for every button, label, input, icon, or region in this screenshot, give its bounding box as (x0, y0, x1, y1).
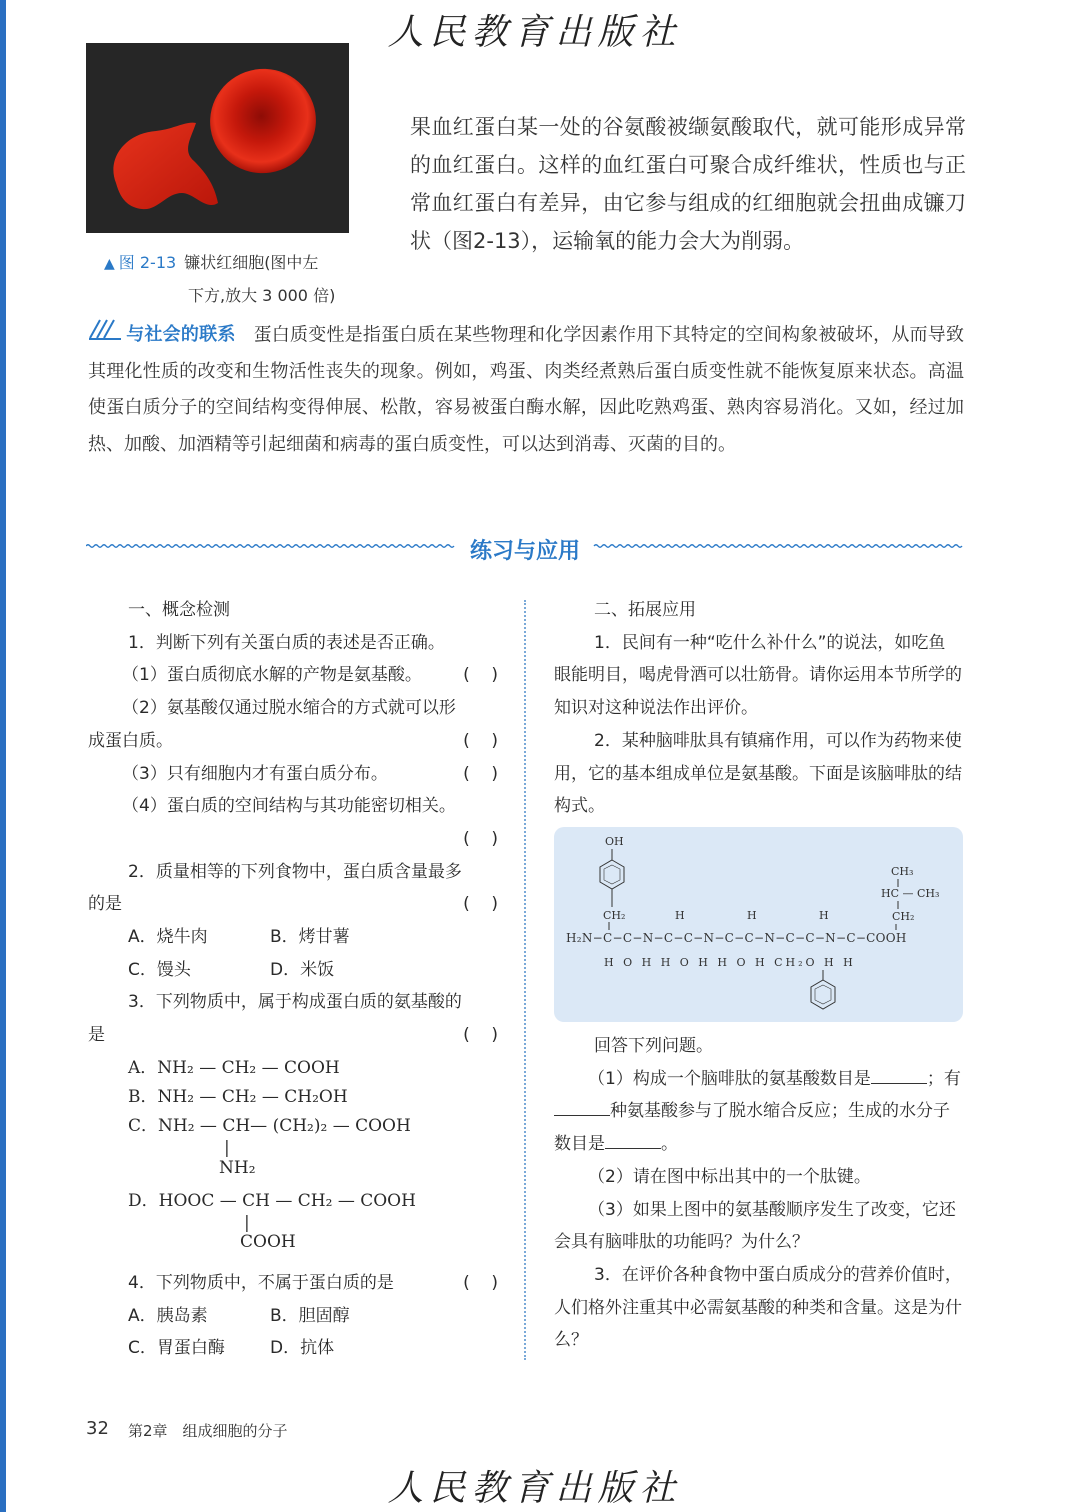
q2-stem-line1: 2．质量相等的下列食物中，蛋白质含量最多 (128, 861, 462, 882)
enkephalin-structure (554, 827, 963, 1022)
ch2-label: CH₂ (892, 910, 915, 923)
h-label: H (675, 909, 685, 922)
part1-text-b: ；有 (926, 1068, 961, 1089)
blank-field[interactable] (871, 1065, 927, 1084)
part3: （3）如果上图中的氨基酸顺序发生了改变，它还会具有脑啡肽的功能吗？为什么？ (554, 1199, 956, 1253)
figure-caption (104, 247, 354, 312)
r-q3: 3．在评价各种食物中蛋白质成分的营养价值时，人们格外注重其中必需氨基酸的种类和含量。这是为什么？ (554, 1264, 962, 1351)
answer-bracket[interactable]: ( ) (463, 665, 498, 686)
publisher-watermark-top: 人民教育出版社 (387, 12, 682, 53)
blank-field[interactable] (554, 1097, 610, 1116)
answer-bracket[interactable]: ( ) (463, 1272, 498, 1293)
q3-stem-line2: 是 (88, 1025, 105, 1046)
publisher-watermark-bottom: 人民教育出版社 (387, 1468, 682, 1509)
left-heading: 一、概念检测 (128, 600, 230, 620)
q2-option-c[interactable]: C．馒头 (128, 959, 191, 980)
answer-questions (554, 1030, 962, 1357)
answer-bracket[interactable]: ( ) (463, 763, 498, 784)
society-tag: 与社会的联系 (126, 324, 236, 346)
bond-line: | (224, 1137, 230, 1158)
figure-caption-line1: 镰状红细胞(图中左 (184, 253, 319, 272)
q4-option-a[interactable]: A．胰岛素 (128, 1305, 208, 1326)
q3-option-c-sub: NH₂ (219, 1157, 256, 1178)
q1-item2-line1: （2）氨基酸仅通过脱水缩合的方式就可以形 (122, 698, 456, 719)
q3-option-b[interactable]: B．NH₂ — CH₂ — CH₂OH (128, 1086, 348, 1107)
hc-ch3-label: HC — CH₃ (881, 887, 940, 900)
society-connection-box (88, 317, 964, 463)
q4-option-c[interactable]: C．胃蛋白酶 (128, 1338, 225, 1359)
society-text: 蛋白质变性是指蛋白质在某些物理和化学因素作用下其特定的空间构象被破坏，从而导致其理化性质的改变和生物活性丧失的现象。例如，鸡蛋、肉类经煮熟后蛋白质变性就不能恢复原来状态。高温使蛋白质分子的空间结构变得伸展、松散，容易被蛋白酶水解，因此吃熟鸡蛋、熟肉容易消化。又如，经过加热、加酸、加酒精等引起细菌和病毒的蛋白质变性，可以达到消毒、灭菌的目的。 (88, 324, 965, 455)
part1-text-d: 。 (661, 1134, 678, 1155)
triangle-icon: ▲ (104, 256, 115, 272)
figure-number: 图 2-13 (118, 253, 177, 272)
part1-text-a: （1）构成一个脑啡肽的氨基酸数目是 (588, 1068, 871, 1089)
bond-line: | (244, 1212, 250, 1233)
r-q2: 2．某种脑啡肽具有镇痛作用，可以作为药物来使用，它的基本组成单位是氨基酸。下面是该脑啡肽的结构式。 (554, 730, 962, 817)
section-title: 练习与应用 (469, 539, 580, 564)
column-divider (524, 600, 526, 1360)
answer-bracket[interactable]: ( ) (463, 894, 498, 915)
page-edge-bar (0, 0, 6, 1512)
q2-option-a[interactable]: A．烧牛肉 (128, 927, 208, 948)
q2-stem-line2: 的是 (88, 894, 122, 915)
q3-option-d[interactable]: D．HOOC — CH — CH₂ — COOH (128, 1190, 416, 1211)
q3-option-a[interactable]: A．NH₂ — CH₂ — COOH (128, 1057, 340, 1078)
q4-stem: 4．下列物质中，不属于蛋白质的是 (128, 1272, 394, 1293)
ch3-label: CH₃ (891, 865, 914, 878)
section-header (86, 532, 964, 568)
answer-intro: 回答下列问题。 (594, 1036, 713, 1056)
blank-field[interactable] (605, 1130, 661, 1149)
answer-bracket[interactable]: ( ) (463, 1025, 498, 1046)
hatch-icon (88, 317, 122, 354)
oh-label: OH (605, 835, 624, 848)
bottom-row: H O H H O H H O H CH₂O H H (604, 956, 856, 969)
q2-option-d[interactable]: D．米饭 (270, 959, 335, 980)
answer-bracket[interactable]: ( ) (463, 730, 498, 751)
chapter-title: 第2章 组成细胞的分子 (128, 1422, 288, 1440)
q1-item4: （4）蛋白质的空间结构与其功能密切相关。 (122, 796, 456, 817)
figure-caption-line2: 下方,放大 3 000 倍) (188, 286, 336, 305)
main-chain: H₂N−C−C−N−C−C−N−C−C−N−C−C−N−C−COOH (566, 931, 907, 945)
h-label: H (819, 909, 829, 922)
q1-stem: 1．判断下列有关蛋白质的表述是否正确。 (128, 632, 445, 653)
q4-option-d[interactable]: D．抗体 (270, 1338, 335, 1359)
concept-check-column (88, 594, 498, 1365)
r-q1: 1．民间有一种“吃什么补什么”的说法，如吃鱼眼能明目，喝虎骨酒可以壮筋骨。请你运用本节所学的知识对这种说法作出评价。 (554, 632, 962, 719)
sickle-cell-photo (86, 43, 349, 233)
part1 (554, 1063, 962, 1161)
ch2-label: CH₂ (603, 909, 626, 922)
answer-bracket[interactable]: ( ) (463, 828, 498, 849)
q3-stem-line1: 3．下列物质中，属于构成蛋白质的氨基酸的 (128, 992, 462, 1013)
h-label: H (747, 909, 757, 922)
q1-item2-line2: 成蛋白质。 (88, 730, 173, 751)
q1-item3: （3）只有细胞内才有蛋白质分布。 (122, 763, 388, 784)
part2: （2）请在图中标出其中的一个肽键。 (588, 1166, 871, 1187)
q3-option-c[interactable]: C．NH₂ — CH— (CH₂)₂ — COOH (128, 1115, 411, 1136)
q4-option-b[interactable]: B．胆固醇 (270, 1305, 350, 1326)
page-number: 32 (86, 1418, 109, 1439)
q2-option-b[interactable]: B．烤甘薯 (270, 927, 350, 948)
extension-column (554, 594, 962, 823)
q1-item1: （1）蛋白质彻底水解的产物是氨基酸。 (122, 665, 422, 686)
right-heading: 二、拓展应用 (594, 600, 696, 620)
part1-text-c: 种氨基酸参与了脱水缩合反应；生成的水分子数目是 (554, 1101, 950, 1155)
intro-paragraph: 果血红蛋白某一处的谷氨酸被缬氨酸取代，就可能形成异常的血红蛋白。这样的血红蛋白可聚合成纤维状，性质也与正常血红蛋白有差异，由它参与组成的红细胞就会扭曲成镰刀状（图2-13），运输氧的能力会大为削弱。 (410, 115, 966, 253)
q3-option-d-sub: COOH (240, 1231, 296, 1252)
